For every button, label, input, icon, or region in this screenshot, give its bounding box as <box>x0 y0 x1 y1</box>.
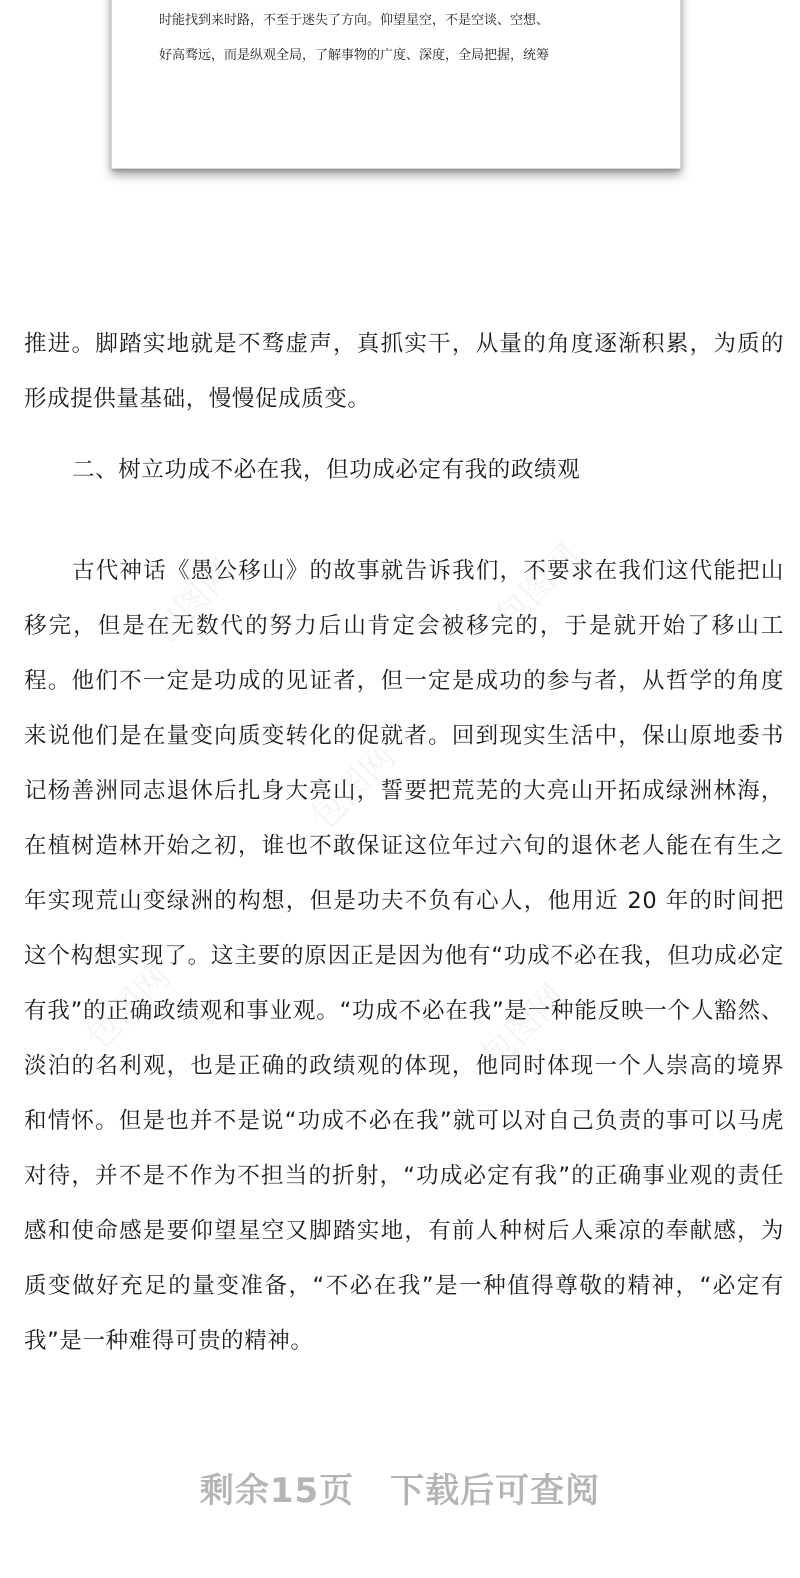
remaining-pages-label: 剩余15页 <box>199 1471 355 1511</box>
preview-page-card <box>111 0 681 169</box>
paragraph: 古代神话《愚公移山》的故事就告诉我们，不要求在我们这代能把山移完，但是在无数代的努力后山肯定会被移完的，于是就开始了移山工程。他们不一定是功成的见证者，但一定是成功的参与者，从哲学的角度来说他们是在量变向质变转化的促就者。回到现实生活中，保山原地委书记杨善洲同志退休后扎身大亮山，誓要把荒芜的大亮山开拓成绿洲林海，在植树造林开始之初，谁也不敢保证这位年过六旬的退休老人能在有生之年实现荒山变绿洲的构想，但是功夫不负有心人，他用近 20 年的时间把这个构想实现了。这主要的原因正是因为他有“功成不必在我，但功成必定有我”的正确政绩观和事业观。“功成不必在我”是一种能反映一个人豁然、淡泊的名利观，也是正确的政绩观的体现，他同时体现一个人崇高的境界和情怀。但是也并不是说“功成不必在我”就可以对自己负责的事可以马虎对待，并不是不作为不担当的折射，“功成必定有我”的正确事业观的责任感和使命感是要仰望星空又脚踏实地，有前人种树后人乘凉的奉献感，为质变做好充足的量变准备，“不必在我”是一种值得尊敬的精神，“必定有我”是一种难得可贵的精神。 <box>24 558 784 1354</box>
download-to-read-more-button[interactable] <box>0 1466 800 1516</box>
watermark-logo: 包图网 <box>488 536 589 638</box>
section-heading: 二、树立功成不必在我，但功成必定有我的政绩观 <box>72 457 581 483</box>
paragraph: 推进。脚踏实地就是不骛虚声，真抓实干，从量的角度逐渐积累，为质的形成提供量基础，慢慢促成质变。 <box>24 331 784 412</box>
watermark-logo: 包图网 <box>78 956 179 1058</box>
watermark-logo: 包图网 <box>143 551 244 653</box>
preview-text-line: 时能找到来时路，不至于迷失了方向。仰望星空，不是空谈、空想、 <box>159 13 550 28</box>
download-hint-label: 下载后可查阅 <box>390 1471 601 1511</box>
preview-text-line: 好高骛远，而是纵观全局，了解事物的广度、深度，全局把握，统筹 <box>159 48 550 63</box>
watermark-logo: 包图网 <box>303 736 404 838</box>
watermark-logo: 包图网 <box>473 976 574 1078</box>
